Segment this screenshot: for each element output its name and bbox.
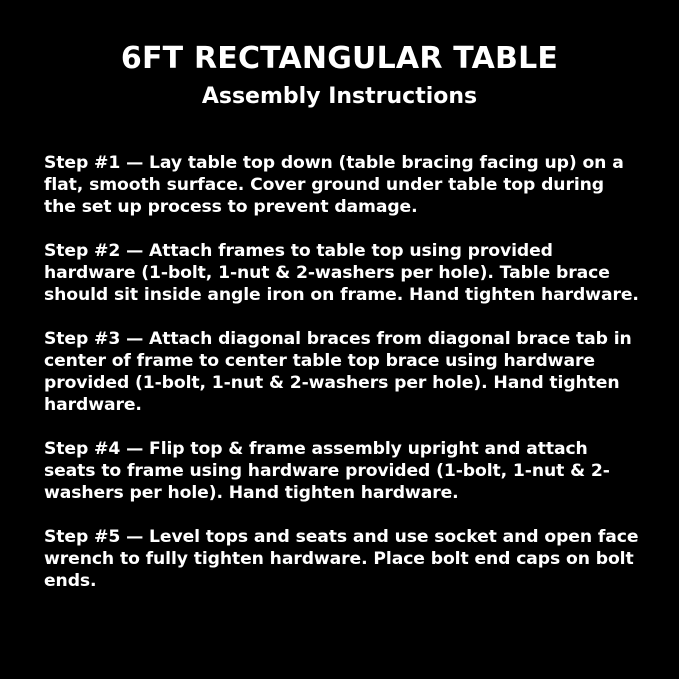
step-item (44, 328, 639, 416)
step-text: Lay table top down (table bracing facing up) on a flat, smooth surface. Cover ground under table top during the set up process to prevent damage. (44, 153, 624, 218)
step-text: Attach frames to table top using provided hardware (1-bolt, 1-nut & 2-washers per hole). Table brace should sit inside angle iron on frame. Hand tighten hardware. (44, 241, 639, 306)
page-title: 6FT RECTANGULAR TABLE (120, 41, 559, 76)
step-text: Attach diagonal braces from diagonal brace tab in center of frame to center table top brace using hardware provided (1-bolt, 1-nut & 2-washers per hole). Hand tighten hardware. (44, 329, 632, 416)
step-item (44, 240, 639, 306)
step-item (44, 438, 639, 504)
steps-list (40, 135, 639, 592)
step-text: Flip top & frame assembly upright and attach seats to frame using hardware provided (1-bolt, 1-nut & 2-washers per hole). Hand tighten hardware. (44, 439, 610, 504)
step-item (44, 526, 639, 592)
step-label: Step #4 — (44, 439, 144, 460)
step-label: Step #3 — (44, 329, 144, 350)
step-label: Step #5 — (44, 527, 144, 548)
step-text: Level tops and seats and use socket and open face wrench to fully tighten hardware. Place bolt end caps on bolt ends. (44, 527, 639, 592)
step-item (44, 152, 639, 218)
step-label: Step #2 — (44, 241, 144, 262)
page-subtitle: Assembly Instructions (201, 83, 478, 109)
step-label: Step #1 — (44, 153, 144, 174)
